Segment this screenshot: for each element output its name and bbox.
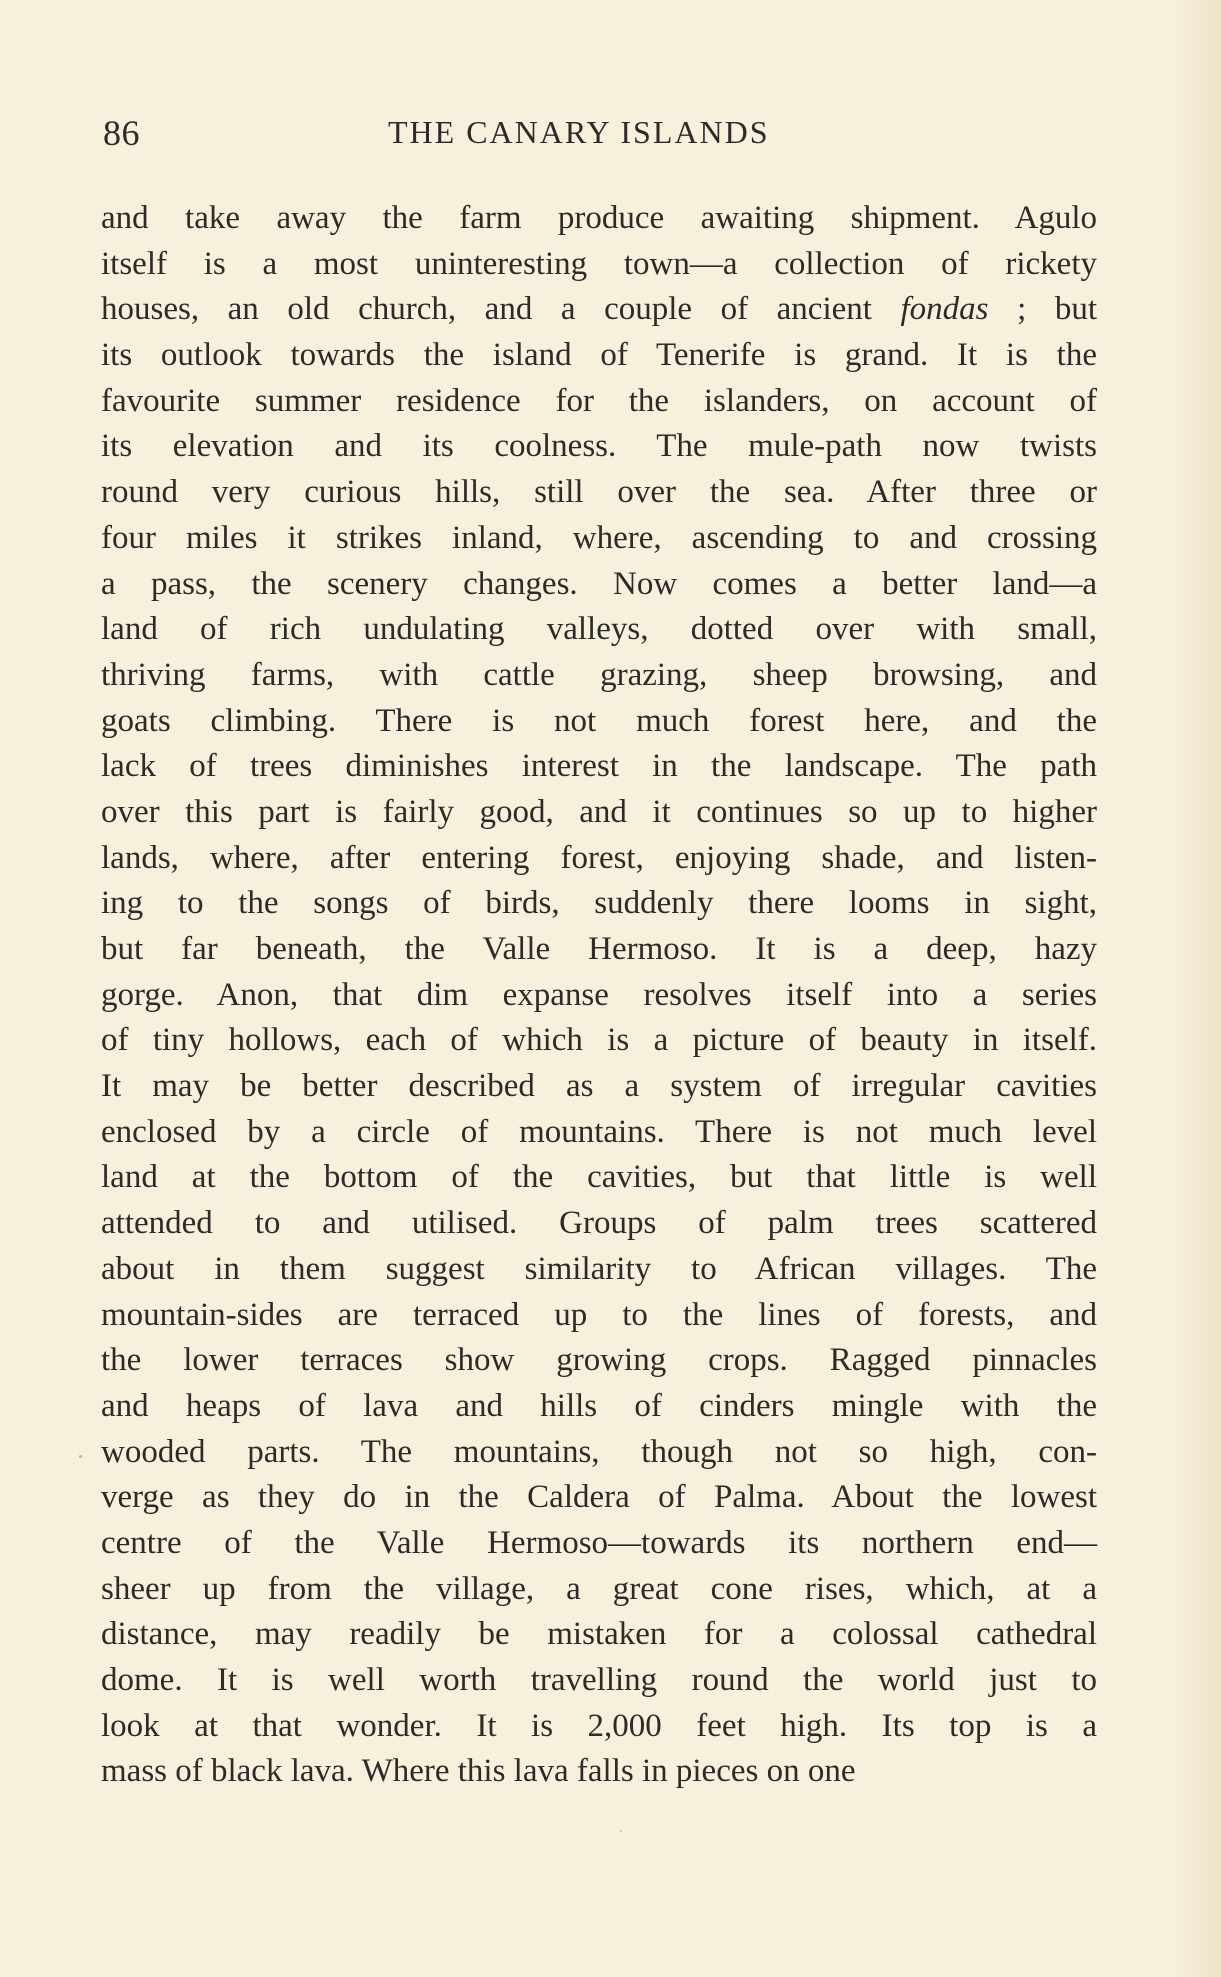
text-line: the lower terraces show growing crops. Ragged pinnacles [101,1342,1097,1379]
text-line: look at that wonder. It is 2,000 feet high. Its top is a [101,1707,1097,1744]
text-line: sheer up from the village, a great cone rises, which, at a [101,1570,1097,1607]
running-head [103,112,1103,162]
text-line: its elevation and its coolness. The mule-path now twists [101,428,1097,465]
text-line: land of rich undulating valleys, dotted over with small, [101,611,1097,648]
text-line: gorge. Anon, that dim expanse resolves itself into a series [101,976,1097,1013]
text-line: of tiny hollows, each of which is a picture of beauty in itself. [101,1022,1097,1059]
text-line: mountain-sides are terraced up to the lines of forests, and [101,1296,1097,1333]
text-line: distance, may readily be mistaken for a colossal cathedral [101,1616,1097,1653]
text-line: over this part is fairly good, and it continues so up to higher [101,793,1097,830]
text-line: and take away the farm produce awaiting shipment. Agulo [101,200,1097,236]
text-line: ing to the songs of birds, suddenly there looms in sight, [101,885,1097,922]
text-line: dome. It is well worth travelling round the world just to [101,1662,1097,1698]
body-text [101,196,1097,1795]
page-number: 86 [103,113,140,153]
text-line: a pass, the scenery changes. Now comes a better land—a [101,565,1097,602]
text-line: centre of the Valle Hermoso—towards its northern end— [101,1524,1097,1561]
text-line: enclosed by a circle of mountains. There is not much level [101,1113,1097,1150]
text-line: itself is a most uninteresting town—a collection of rickety [101,245,1097,282]
text-line [101,287,1097,333]
text-line: thriving farms, with cattle grazing, sheep browsing, and [101,656,1097,693]
text-line: but far beneath, the Valle Hermoso. It is a deep, hazy [101,931,1097,967]
italic-word: fondas [900,291,989,328]
text-line: attended to and utilised. Groups of palm trees scattered [101,1205,1097,1242]
text-line: It may be better described as a system of irregular cavities [101,1068,1097,1105]
text-line: its outlook towards the island of Tenerife is grand. It is the [101,337,1097,374]
text-line: land at the bottom of the cavities, but that little is well [101,1159,1097,1196]
text-line: goats climbing. There is not much forest here, and the [101,702,1097,739]
text-line: and heaps of lava and hills of cinders mingle with the [101,1387,1097,1424]
text-line: mass of black lava. Where this lava falls in pieces on one [101,1753,856,1790]
text-line: verge as they do in the Caldera of Palma. About the lowest [101,1479,1097,1516]
text-line: four miles it strikes inland, where, ascending to and crossing [101,519,1097,556]
text-line-segment: ; but [988,291,1097,328]
paper-speck [620,1830,622,1832]
text-line: lands, where, after entering forest, enjoying shade, and listen- [101,839,1097,876]
running-title: THE CANARY ISLANDS [388,114,770,150]
text-line: about in them suggest similarity to African villages. The [101,1250,1097,1287]
text-line: lack of trees diminishes interest in the landscape. The path [101,748,1097,785]
text-line: round very curious hills, still over the sea. After three or [101,474,1097,511]
text-line-segment: houses, an old church, and a couple of ancient [101,291,901,328]
text-line: favourite summer residence for the islanders, on account of [101,382,1097,419]
paper-speck [79,1455,82,1458]
text-line: wooded parts. The mountains, though not so high, con- [101,1433,1097,1470]
